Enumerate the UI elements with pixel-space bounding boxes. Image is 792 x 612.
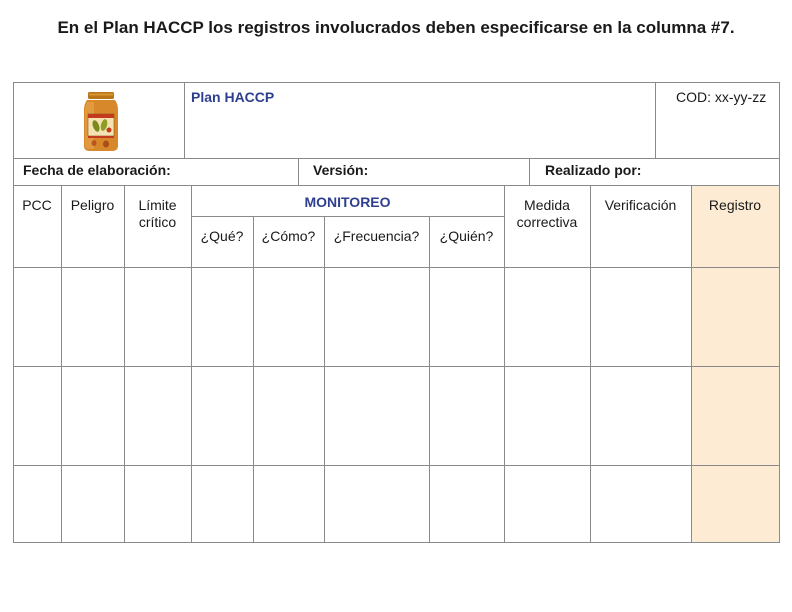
column-header-limite-line2: crítico xyxy=(138,214,177,230)
column-header-verificacion: Verificación xyxy=(604,197,677,213)
column-header-registro: Registro xyxy=(708,197,762,213)
table-row xyxy=(14,367,779,465)
page-heading: En el Plan HACCP los registros involucrados deben especificarse en la columna #7. xyxy=(57,18,735,37)
jar-of-pickles-icon xyxy=(82,92,120,152)
version-label: Versión: xyxy=(313,162,369,178)
plan-title: Plan HACCP xyxy=(191,89,275,105)
column-header-quien: ¿Quién? xyxy=(439,228,494,244)
column-header-limite-line1: Límite xyxy=(138,197,177,213)
column-header-que: ¿Qué? xyxy=(200,228,244,244)
column-header-frecuencia: ¿Frecuencia? xyxy=(333,228,420,244)
fecha-elaboracion-label: Fecha de elaboración: xyxy=(23,162,171,178)
column-header-como: ¿Cómo? xyxy=(261,228,316,244)
document-code: COD: xx-yy-zz xyxy=(676,89,767,105)
table-row xyxy=(14,466,779,542)
column-header-medida-line2: correctiva xyxy=(516,214,578,230)
table-row xyxy=(14,268,779,366)
column-header-pcc: PCC xyxy=(22,197,52,213)
column-header-monitoreo: MONITOREO xyxy=(304,194,391,210)
realizado-por-label: Realizado por: xyxy=(545,162,642,178)
column-header-peligro: Peligro xyxy=(70,197,115,213)
column-header-medida-line1: Medida xyxy=(524,197,570,213)
